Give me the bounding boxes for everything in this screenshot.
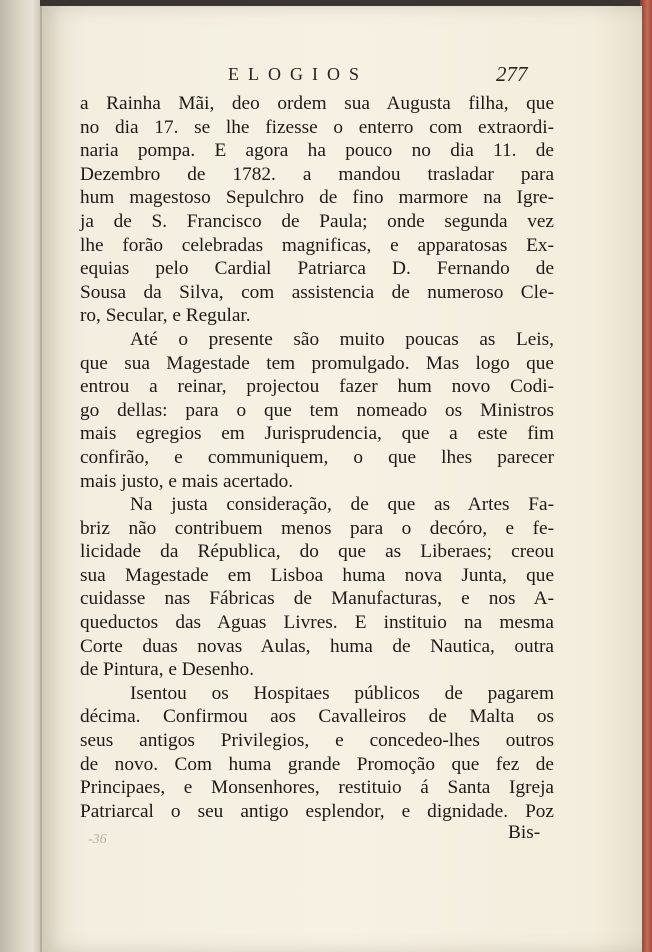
text-line: mais justo, e mais acertado. <box>80 470 294 492</box>
text-line: confirão, e communiquem, o que lhes parecer <box>80 446 554 468</box>
text-line: no dia 17. se lhe fizesse o enterro com extraordi- <box>80 116 554 138</box>
body-text <box>80 92 554 823</box>
text-line: naria pompa. E agora ha pouco no dia 11. de <box>80 140 554 162</box>
text-line: Principaes, e Monsenhores, restituio á Santa Igreja <box>80 777 554 799</box>
text-line: go dellas: para o que tem nomeado os Ministros <box>80 399 554 421</box>
text-line: queductos das Aguas Livres. E instituio na mesma <box>80 612 554 634</box>
text-line: seus antigos Privilegios, e concedeo-lhes outros <box>80 730 554 752</box>
catchword: Bis- <box>508 822 541 843</box>
text-line: Sousa da Silva, com assistencia de numeroso Cle- <box>80 281 554 303</box>
running-head: ELOGIOS <box>228 64 368 84</box>
text-line: Isentou os Hospitaes públicos de pagarem <box>130 682 554 704</box>
text-line: Corte duas novas Aulas, huma de Nautica, outra <box>80 635 554 657</box>
text-line: Dezembro de 1782. a mandou trasladar para <box>80 163 554 185</box>
text-line: entrou a reinar, projectou fazer hum novo Codi- <box>80 376 554 398</box>
text-line: décima. Confirmou aos Cavalleiros de Malta os <box>80 706 554 728</box>
text-line: ja de S. Francisco de Paula; onde segunda vez <box>80 210 554 232</box>
text-line: sua Magestade em Lisboa huma nova Junta, que <box>80 564 554 586</box>
adjacent-page-edge <box>0 0 40 952</box>
text-line: briz não contribuem menos para o decóro, e fe- <box>80 517 554 539</box>
text-line: ro, Secular, e Regular. <box>80 305 251 327</box>
text-line: de Pintura, e Desenho. <box>80 659 255 681</box>
text-line: lhe forão celebradas magnificas, e apparatosas Ex- <box>80 234 554 256</box>
text-line: Patriarcal o seu antigo esplendor, e dignidade. Poz <box>80 800 554 822</box>
text-line: Até o presente são muito poucas as Leis, <box>130 328 554 350</box>
text-line: cuidasse nas Fábricas de Manufacturas, e nos A- <box>80 588 554 610</box>
margin-mark: -36 <box>88 832 107 847</box>
text-line: que sua Magestade tem promulgado. Mas logo que <box>80 352 554 374</box>
text-line: hum magestoso Sepulchro de fino marmore na Igre- <box>80 187 554 209</box>
text-line: de novo. Com huma grande Promoção que fez de <box>80 753 554 775</box>
text-line: mais egregios em Jurisprudencia, que a este fim <box>80 423 554 445</box>
text-line: a Rainha Mãi, deo ordem sua Augusta filha, que <box>80 93 554 114</box>
text-line: licidade da Républica, do que as Liberaes; creou <box>80 541 554 563</box>
text-line: Na justa consideração, de que as Artes Fa- <box>130 494 554 516</box>
page-number: 277 <box>496 62 528 86</box>
text-line: equias pelo Cardial Patriarca D. Fernando de <box>80 258 554 280</box>
